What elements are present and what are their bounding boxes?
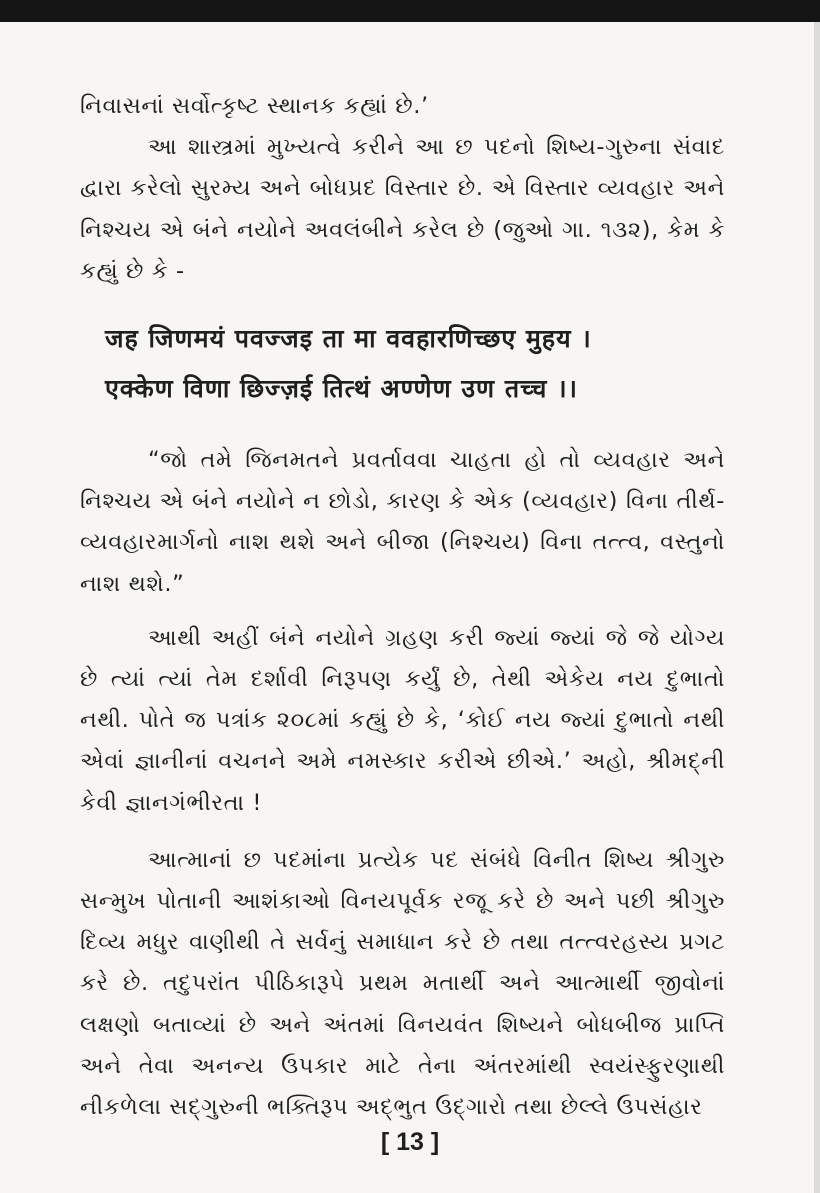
prakrit-verse <box>80 314 725 414</box>
paragraph-six-padas: આત્માનાં છ પદમાંના પ્રત્યેક પદ સંબંધે વિનીત શિષ્ય શ્રીગુરુ સન્મુખ પોતાની આશંકાઓ વિનયપૂર્વક રજૂ કરે છે અને પછી શ્રીગુરુ દિવ્ય મધુર વાણીથી તે સર્વનું સમાધાન કરે છે તથા તત્ત્વરહસ્ય પ્રગટ કરે છે. તદુપરાંત પીઠિકારૂપે પ્રથમ મતાર્થી અને આત્માર્થી જીવોનાં લક્ષણો બતાવ્યાં છે અને અંતમાં વિનયવંત શિષ્યને બોધબીજ પ્રાપ્તિ અને તેવા અનન્ય ઉપકાર માટે તેના અંતરમાંથી સ્વયંસ્ફુરણાથી નીકળેલા સદ્‌ગુરુની ભક્તિરૂપ અદ્‌ભુત ઉદ્‌ગારો તથા છેલ્લે ઉપસંહાર <box>80 846 725 1121</box>
verse-line-2: एक्केण विणा छिज्ज़ई तित्थं अण्णेण उण तच्च ।। <box>105 374 579 404</box>
page-body <box>80 86 725 1128</box>
scan-right-edge <box>814 22 820 1193</box>
paragraph-intro-continuation: નિવાસનાં સર્વોત્કૃષ્ટ સ્થાનક કહ્યાં છે.’ <box>80 93 429 119</box>
paragraph-naya-explanation: આથી અહીં બંને નયોને ગ્રહણ કરી જ્યાં જ્યાં જે જે યોગ્ય છે ત્યાં ત્યાં તેમ દર્શાવી નિરૂપણ કર્યું છે, તેથી એકેય નય દુભાતો નથી. પોતે જ પત્રાંક ૨૦૮માં કહ્યું છે કે, ‘કોઈ નય જ્યાં દુભાતો નથી એવાં જ્ઞાનીનાં વચનને અમે નમસ્કાર કરીએ છીએ.’ અહો, શ્રીમદ્‌ની કેવી જ્ઞાનગંભીરતા ! <box>80 624 725 816</box>
page-number: [ 13 ] <box>380 1128 440 1156</box>
verse-line-1: जह जिणमयं पवज्जइ ता मा ववहारणिच्छए मुहय । <box>105 324 592 354</box>
scan-top-edge <box>0 0 820 22</box>
paragraph-dialogue-summary: આ શાસ્ત્રમાં મુખ્યત્વે કરીને આ છ પદનો શિષ્ય-ગુરુના સંવાદ દ્વારા કરેલો સુરમ્ય અને બોધપ્રદ વિસ્તાર છે. એ વિસ્તાર વ્યવહાર અને નિશ્ચય એ બંને નયોને અવલંબીને કરેલ છે (જુઓ ગા. ૧૩૨), કેમ કે કહ્યું છે કે - <box>80 134 725 284</box>
paragraph-verse-translation: “જો તમે જિનમતને પ્રવર્તાવવા ચાહતા હો તો વ્યવહાર અને નિશ્ચય એ બંને નયોને ન છોડો, કારણ કે એક (વ્યવહાર) વિના તીર્થ-વ્યવહારમાર્ગનો નાશ થશે અને બીજા (નિશ્ચય) વિના તત્ત્વ, વસ્તુનો નાશ થશે.” <box>80 447 725 597</box>
